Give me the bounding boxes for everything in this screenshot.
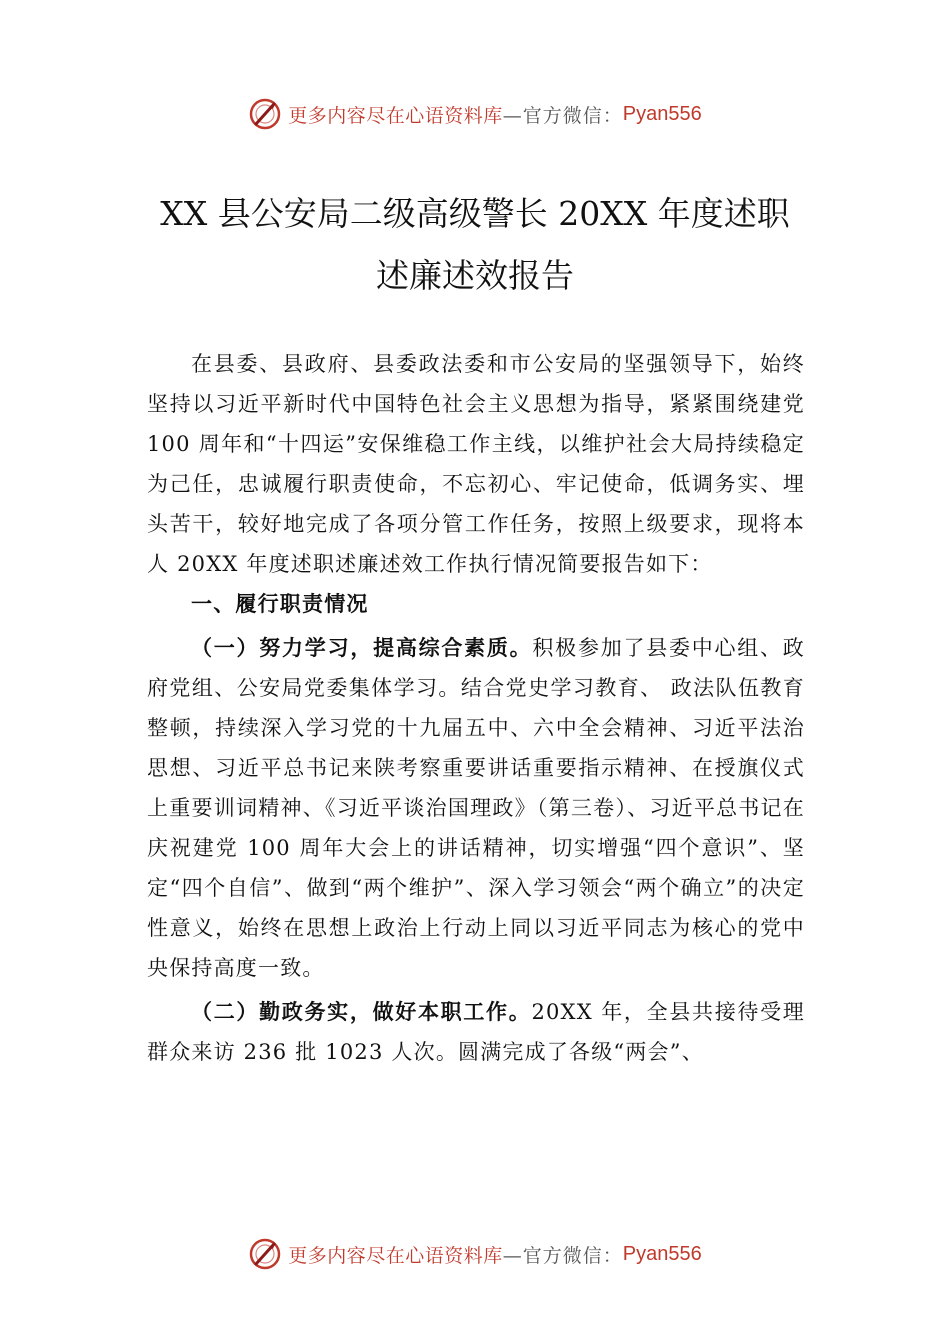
watermark-official-text: —官方微信： <box>502 1244 623 1267</box>
para1-body: 积极参加了县委中心组、政府党组、公安局党委集体学习。结合党史学习教育、 政法队伍教育整顿，持续深入学习党的十九届五中、六中全会精神、习近平法治思想、习近平总书记来陕考察重要讲话重要指示精神、在授旗仪式上重要训词精神、《习近平谈治国理政》（第三卷）、习近平总书记在庆祝建党 100 周年大会上的讲话精神，切实增强“四个意识”、坚定“四个自信”、做到“两个维护”、深入学习领会“两个确立”的决定性意义，始终在思想上政治上行动上同以习近平同志为核心的党中央保持高度一致。 <box>147 636 805 980</box>
intro-paragraph: 在县委、县政府、县委政法委和市公安局的坚强领导下，始终坚持以习近平新时代中国特色社会主义思想为指导，紧紧围绕建党 100 周年和“十四运”安保维稳工作主线，以维护社会大局持续稳定为己任，忠诚履行职责使命，不忘初心、牢记使命，低调务实、埋头苦干，较好地完成了各项分管工作任务，按照上级要求，现将本人 20XX 年度述职述廉述效工作执行情况简要报告如下： <box>147 352 805 576</box>
brand-logo-icon <box>248 1237 282 1271</box>
para2-body: 20XX 年，全县共接待受理群众来访 236 批 1023 人次。圆满完成了各级“两会”、 <box>147 1000 805 1064</box>
document-body <box>147 344 805 1072</box>
header-watermark <box>0 94 950 134</box>
para1 <box>147 628 805 988</box>
section1-heading: 一、履行职责情况 <box>191 592 369 616</box>
watermark-official-text: —官方微信： <box>502 104 623 127</box>
watermark-brand-text: 更多内容尽在心语资料库 <box>288 1244 503 1267</box>
document-title-line2: 述廉述效报告 <box>376 256 574 295</box>
document-title-line1: XX 县公安局二级高级警长 20XX 年度述职 <box>160 194 790 233</box>
brand-logo-icon <box>248 97 282 131</box>
para2-lead: （二）勤政务实，做好本职工作。 <box>191 999 532 1024</box>
para2 <box>147 992 805 1072</box>
watermark-wechat-id: Pyan556 <box>622 1242 702 1265</box>
para1-lead: （一）努力学习，提高综合素质。 <box>191 635 533 660</box>
watermark-wechat-id: Pyan556 <box>622 102 702 125</box>
watermark-brand-text: 更多内容尽在心语资料库 <box>288 104 503 127</box>
footer-watermark <box>0 1234 950 1274</box>
